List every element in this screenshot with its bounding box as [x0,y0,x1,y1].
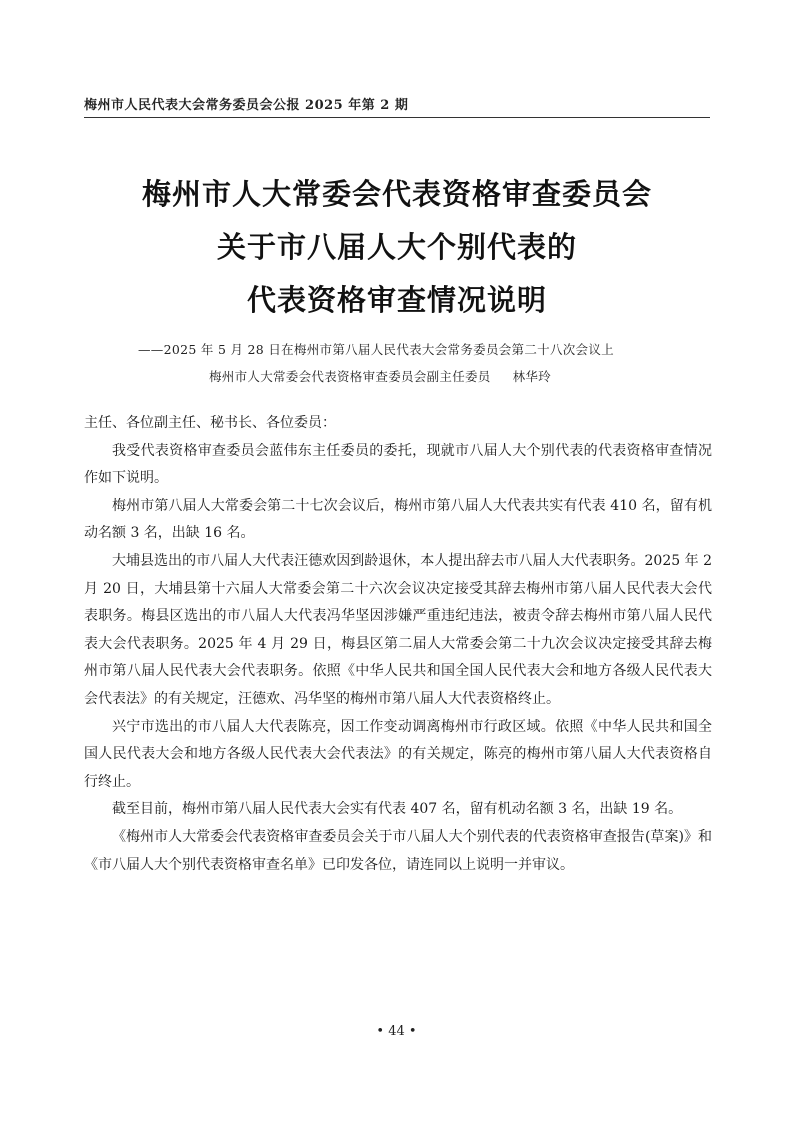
body-paragraph: 大埔县选出的市八届人大代表汪德欢因到龄退休，本人提出辞去市八届人大代表职务。2025 年 2 月 20 日，大埔县第十六届人大常委会第二十六次会议决定接受其辞去梅州市第八届人民代表大会代表职务。梅县区选出的市八届人大代表冯华坚因涉嫌严重违纪违法，被责令辞去梅州市第八届人民代表大会代表职务。2025 年 4 月 29 日，梅县区第二届人大常委会第二十九次会议决定接受其辞去梅州市第八届人民代表大会代表职务。依照《中华人民共和国全国人民代表大会和地方各级人民代表大会代表法》的有关规定，汪德欢、冯华坚的梅州市第八届人大代表资格终止。 [84,552,712,707]
document-title-line-3: 代表资格审查情况说明 [246,283,547,317]
body-paragraph: 我受代表资格审查委员会蓝伟东主任委员的委托，现就市八届人大个别代表的代表资格审查情况作如下说明。 [84,442,712,487]
body-paragraph: 梅州市第八届人大常委会第二十七次会议后，梅州市第八届人大代表共实有代表 410 名，留有机动名额 3 名，出缺 16 名。 [84,497,712,542]
body-paragraph: 兴宁市选出的市八届人大代表陈亮，因工作变动调离梅州市行政区域。依照《中华人民共和国全国人民代表大会和地方各级人民代表大会代表法》的有关规定，陈亮的梅州市第八届人大代表资格自行终止。 [84,718,712,790]
page-number: • 44 • [376,1024,417,1039]
document-title-line-2: 关于市八届人大个别代表的 [216,230,577,264]
body-paragraph: 截至目前，梅州市第八届人民代表大会实有代表 407 名，留有机动名额 3 名，出缺 19 名。 [112,801,683,818]
salutation: 主任、各位副主任、秘书长、各位委员： [84,415,336,431]
speech-occasion: ——2025 年 5 月 28 日在梅州市第八届人民代表大会常务委员会第二十八次会议上 [138,342,614,357]
speaker-role: 梅州市人大常委会代表资格审查委员会副主任委员 [209,369,491,384]
gazette-header: 梅州市人民代表大会常务委员会公报 2025 年第 2 期 [84,98,409,113]
speaker-line [209,367,551,385]
header-divider [84,117,710,118]
document-title-line-1: 梅州市人大常委会代表资格审查委员会 [141,177,652,211]
body-paragraph: 《梅州市人大常委会代表资格审查委员会关于市八届人大个别代表的代表资格审查报告(草案)》和《市八届人大个别代表资格审查名单》已印发各位，请连同以上说明一并审议。 [84,828,712,873]
document-body [84,410,712,879]
speaker-name: 林华玲 [512,369,552,384]
